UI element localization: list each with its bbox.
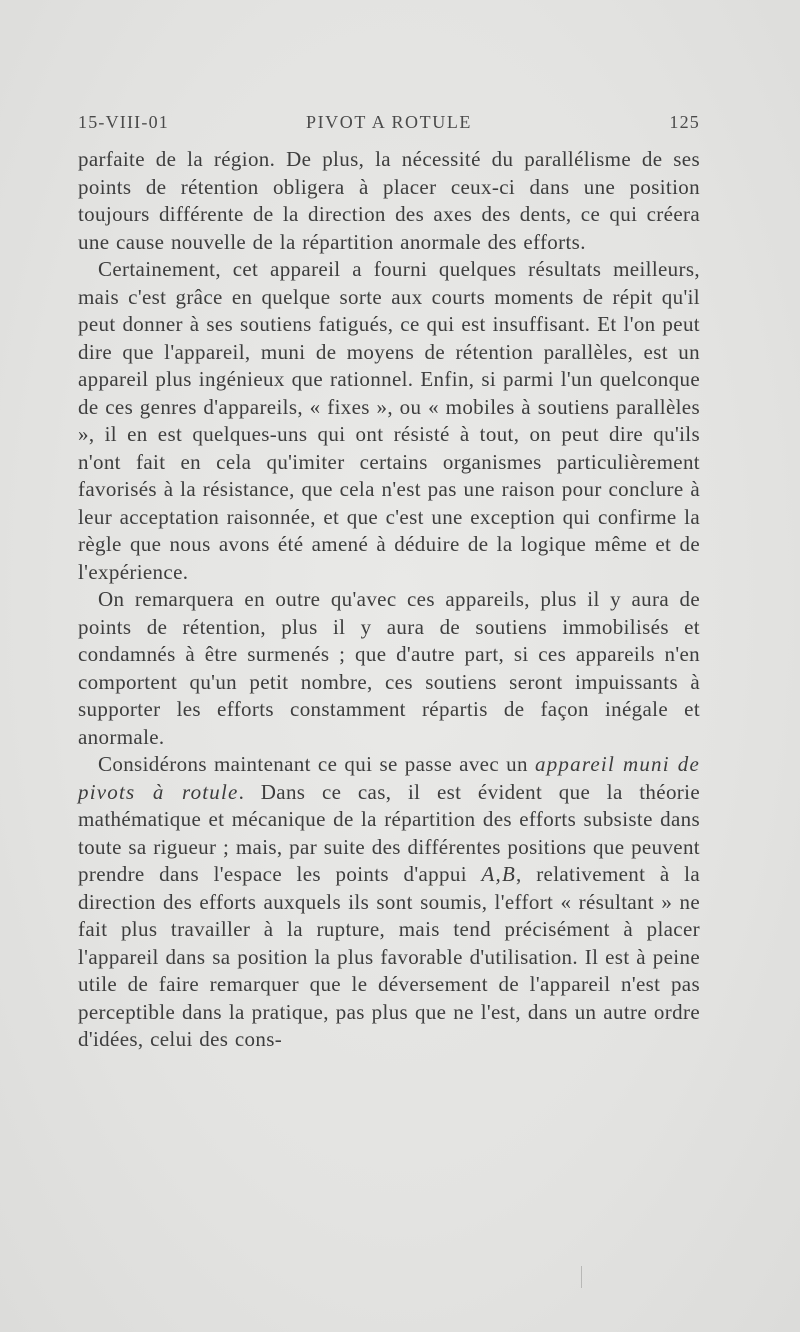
page-mark bbox=[581, 1266, 582, 1288]
page-number: 125 bbox=[669, 112, 700, 132]
paragraph-text-end: , relativement à la direction des efforts auxquels ils sont soumis, l'effort « résultant » ne fait plus travailler à la rupture, mais tend précisément à placer l'appareil dans sa position la plus favorable d'utilisation. Il est à peine utile de faire remarquer que le déversement de l'appareil n'est pas perceptible dans la pratique, pas plus que ne l'est, dans un autre ordre d'idées, celui des cons- bbox=[78, 862, 701, 1051]
paragraph-text-start: Considérons maintenant ce qui se passe avec un bbox=[98, 752, 536, 776]
paragraph-certainement: Certainement, cet appareil a fourni quelques résultats meilleurs, mais c'est grâce en quelque sorte aux courts moments de répit qu'il peut donner à ses soutiens fatigués, ce qui est insuffisant. Et l'on peut dire que l'appareil, muni de moyens de rétention parallèles, est un appareil plus ingénieux que rationnel. Enfin, si parmi l'un quelconque de ces genres d'appareils, « fixes », ou « mobiles à soutiens parallèles », il en est quelques-uns qui ont résisté à tout, on peut dire qu'ils n'ont fait en cela qu'imiter certains organismes particulièrement favorisés à la résistance, que cela n'est pas une raison pour conclure à leur acceptation raisonnée, et que c'est une exception qui confirme la règle que nous avons été amené à déduire de la logique même et de l'expérience. bbox=[78, 257, 700, 584]
body-text bbox=[78, 146, 700, 1054]
header-date: 15-VIII-01 bbox=[78, 112, 169, 132]
header-title: PIVOT A ROTULE bbox=[305, 112, 473, 132]
italic-phrase: appareil muni de pivots à rotule bbox=[78, 752, 701, 804]
paragraph-continuation: parfaite de la région. De plus, la nécessité du parallélisme de ses points de rétention obligera à placer ceux-ci dans une position toujours différente de la direction des axes des dents, ce qui créera une cause nouvelle de la répartition anormale des efforts. bbox=[78, 147, 700, 254]
running-head bbox=[78, 112, 700, 138]
paragraph-on-remarquera: On remarquera en outre qu'avec ces appareils, plus il y aura de points de rétention, plus il y aura de soutiens immobilisés et condamnés à être surmenés ; que d'autre part, si ces appareils n'en comportent qu'un petit nombre, ces soutiens seront impuissants à supporter les efforts constamment répartis de façon inégale et anormale. bbox=[78, 587, 700, 749]
paragraph-text-middle: . Dans ce cas, il est évident que la théorie mathématique et mécanique de la répartition des efforts subsiste dans toute sa rigueur ; mais, par suite des différentes positions que peuvent prendre dans l'espace les points d'appui bbox=[78, 779, 700, 886]
paragraph-considerons bbox=[78, 751, 700, 1054]
italic-points: A,B bbox=[481, 862, 517, 886]
